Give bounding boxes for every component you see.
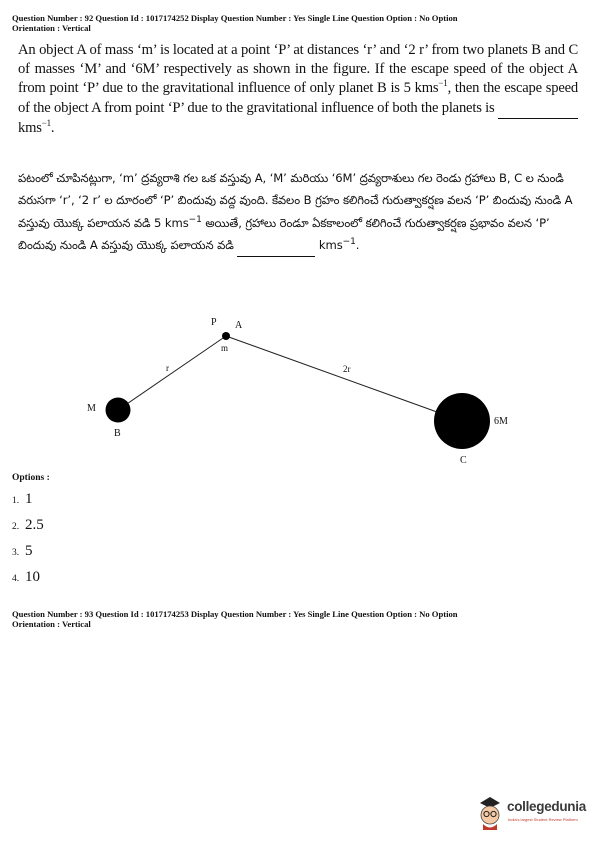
planets-figure: [0, 300, 595, 470]
planet-C: [434, 393, 490, 449]
label-r: r: [166, 363, 169, 373]
answer-blank: [498, 99, 578, 119]
planet-B: [106, 398, 131, 423]
mascot-icon: [474, 795, 506, 831]
label-m: m: [221, 343, 229, 353]
point-P-object: [222, 332, 230, 340]
label-A: A: [235, 320, 243, 331]
question-meta: Question Number : 92 Question Id : 1017174252 Display Question Number : Yes Single Line Question Option : No Option: [12, 13, 458, 23]
question-meta: Question Number : 93 Question Id : 1017174253 Display Question Number : Yes Single Line Question Option : No Option: [12, 609, 458, 619]
logo-wordmark: collegedunia: [507, 799, 586, 814]
line-B-to-P: [118, 336, 229, 410]
answer-blank: [237, 234, 315, 257]
option-4[interactable]: 4. 10: [12, 569, 40, 585]
label-M: M: [87, 403, 96, 414]
label-P: P: [211, 317, 217, 328]
question-text-english: An object A of mass ‘m’ is located at a point ‘P’ at distances ‘r’ and ‘2 r’ from two planets B and C of masses ‘M’ and ‘6M’ respectively as shown in the figure. If the escape speed of the object A from point ‘P’ due to the gravitational influence of only planet B is 5 kms$^{-1}$, then the escape speed of the object A from point ‘P’ due to the gravitational influence of both the planets is kms$^{-1}$.: [18, 42, 578, 136]
option-2[interactable]: 2. 2.5: [12, 517, 44, 533]
orientation-label: Orientation : Vertical: [12, 619, 91, 629]
option-1[interactable]: 1. 1: [12, 491, 33, 507]
next-question-header: [12, 609, 582, 629]
question-header: [12, 13, 582, 33]
label-B: B: [114, 428, 121, 439]
options-title: Options :: [12, 473, 50, 483]
label-6M: 6M: [494, 416, 508, 427]
option-3[interactable]: 3. 5: [12, 543, 33, 559]
collegedunia-logo: [474, 795, 589, 835]
line-P-to-C: [226, 336, 462, 421]
logo-tagline: India's largest Student Review Platform: [508, 817, 578, 822]
label-C: C: [460, 455, 467, 466]
orientation-label: Orientation : Vertical: [12, 23, 91, 33]
question-text-telugu: పటంలో చూపినట్లుగా, ‘m’ ద్రవ్యరాశి గల ఒక వస్తువు A, ‘M’ మరియు ‘6M’ ద్రవ్యరాశులు గల రెండు గ్రహాలు B, C ల నుండి వరుసగా ‘r’, ‘2 r’ ల దూరంలో ‘P’ బిందువు వద్ద వుంది. కేవలం B గ్రహం కలిగించే గురుత్వాకర్షణ వలన ‘P’ బిందువు నుండి A వస్తువు యొక్క పలాయన వడి 5 kms$^{-1}$ అయితే, గ్రహాలు రెండూ ఏకకాలంలో కలిగించే గురుత్వాకర్షణ ప్రభావం వలన ‘P’ బిందువు నుండి A వస్తువు యొక్క పలాయన వడి kms$^{-1}$.: [18, 167, 584, 257]
label-2r: 2r: [343, 364, 351, 374]
